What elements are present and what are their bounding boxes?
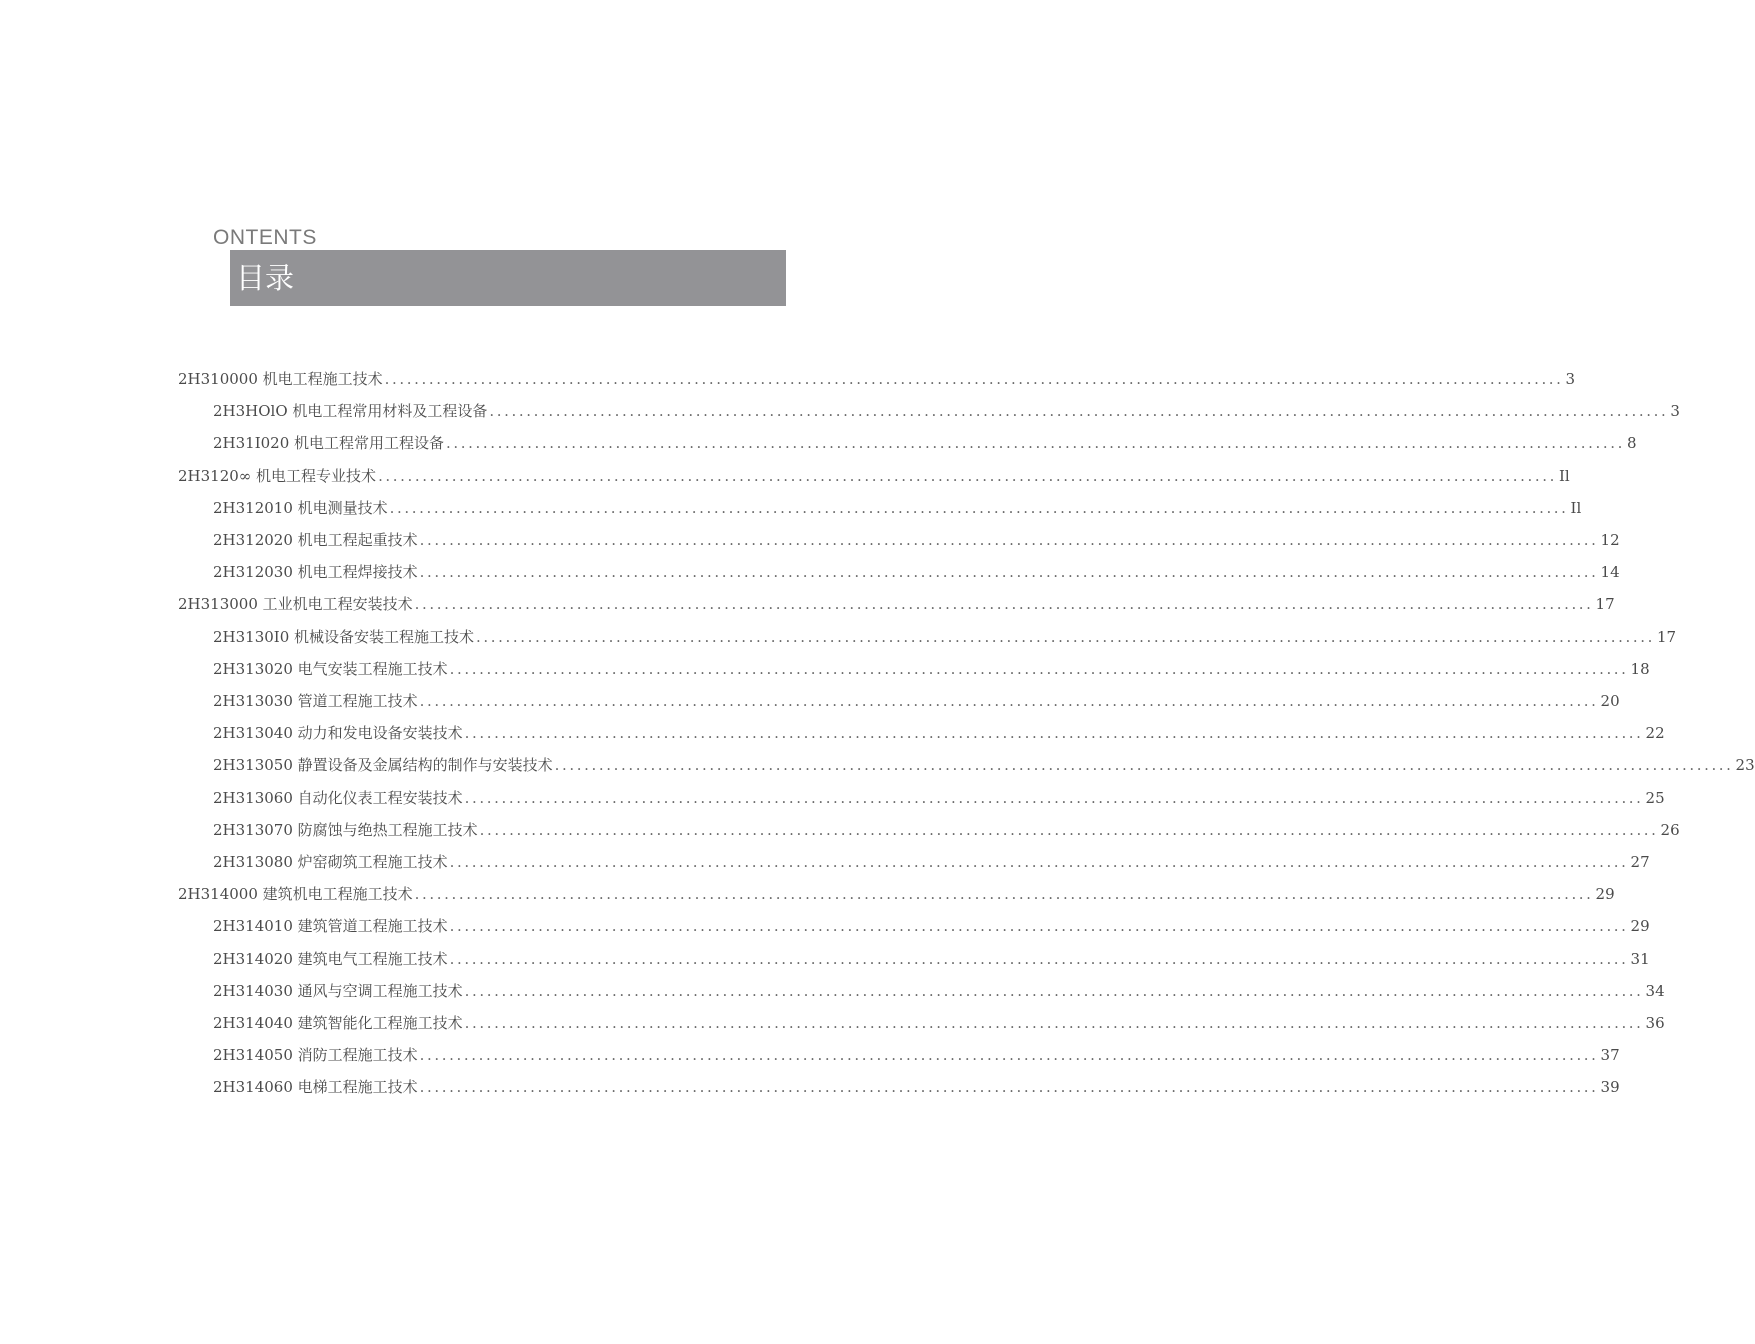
toc-entry[interactable] <box>213 977 1665 1001</box>
toc-entry[interactable] <box>213 687 1620 711</box>
toc-entry-title: 2H314060 电梯工程施工技术 <box>213 1078 418 1097</box>
toc-entry-title: 2H313060 自动化仪表工程安装技术 <box>213 788 463 807</box>
toc-entry-title: 2H314050 消防工程施工技术 <box>213 1046 418 1065</box>
toc-page-number: 39 <box>1600 1078 1620 1097</box>
toc-entry-title: 2H314040 建筑智能化工程施工技术 <box>213 1014 463 1032</box>
toc-entry[interactable] <box>178 462 1570 486</box>
toc-dot-leader: ................................................................................................................................................................ <box>449 853 1629 871</box>
toc-dot-leader: ................................................................................................................................................................ <box>414 885 1594 904</box>
toc-page-number: 12 <box>1600 531 1620 549</box>
toc-entry-title: 2H310000 机电工程施工技术 <box>178 370 383 388</box>
toc-entry-title: 2H3130I0 机械设备安装工程施工技术 <box>213 627 475 646</box>
toc-dot-leader: ................................................................................................................................................................ <box>389 498 1569 517</box>
toc-dot-leader: ................................................................................................................................................................ <box>449 917 1629 936</box>
toc-dot-leader: ................................................................................................................................................................ <box>419 563 1599 582</box>
toc-dot-leader: ................................................................................................................................................................ <box>554 756 1734 775</box>
toc-page-number: 3 <box>1565 370 1576 388</box>
toc-entry-title: 2H313080 炉窑砌筑工程施工技术 <box>213 853 448 871</box>
toc-page-number: 14 <box>1600 563 1620 582</box>
toc-dot-leader: ................................................................................................................................................................ <box>479 820 1659 839</box>
toc-dot-leader: ................................................................................................................................................................ <box>449 659 1629 678</box>
toc-page-number: 37 <box>1600 1046 1620 1065</box>
toc-entry[interactable] <box>213 848 1650 872</box>
toc-entry[interactable] <box>213 429 1637 453</box>
toc-dot-leader: ................................................................................................................................................................ <box>489 402 1669 421</box>
toc-entry[interactable] <box>213 526 1620 550</box>
toc-entry-title: 2H313000 工业机电工程安装技术 <box>178 595 413 614</box>
toc-page-number: Il <box>1558 466 1570 485</box>
toc-entry-title: 2H314030 通风与空调工程施工技术 <box>213 981 463 1000</box>
toc-entry[interactable] <box>213 655 1650 679</box>
toc-entry[interactable] <box>213 816 1680 840</box>
toc-page-number: 23 <box>1735 756 1755 775</box>
toc-entry[interactable] <box>213 494 1582 518</box>
toc-page-number: 18 <box>1630 659 1650 678</box>
toc-entry-title: 2H312010 机电测量技术 <box>213 498 388 517</box>
toc-entry[interactable] <box>178 880 1615 904</box>
toc-entry-title: 2H3120∞ 机电工程专业技术 <box>178 466 377 485</box>
toc-page-number: 29 <box>1630 917 1650 936</box>
toc-entry[interactable] <box>213 719 1665 743</box>
toc-page-number: 34 <box>1645 981 1665 1000</box>
toc-entry[interactable] <box>213 784 1665 808</box>
toc-dot-leader: ................................................................................................................................................................ <box>449 949 1629 968</box>
toc-page-number: 3 <box>1670 402 1680 421</box>
toc-dot-leader: ................................................................................................................................................................ <box>414 595 1594 614</box>
contents-heading: ONTENTS <box>213 226 317 249</box>
toc-page-number: 17 <box>1656 627 1677 646</box>
toc-dot-leader: ................................................................................................................................................................ <box>384 370 1564 388</box>
toc-entry-title: 2H312030 机电工程焊接技术 <box>213 563 418 582</box>
toc-entry[interactable] <box>213 945 1650 969</box>
toc-dot-leader: ................................................................................................................................................................ <box>464 724 1644 743</box>
toc-entry-title: 2H3HOlO 机电工程常用材料及工程设备 <box>213 402 488 421</box>
toc-dot-leader: ................................................................................................................................................................ <box>419 531 1599 549</box>
toc-dot-leader: ................................................................................................................................................................ <box>419 692 1599 710</box>
toc-page-number: 17 <box>1595 595 1615 614</box>
toc-page-number: 25 <box>1645 788 1665 807</box>
toc-dot-leader: ................................................................................................................................................................ <box>378 466 1557 485</box>
toc-dot-leader: ................................................................................................................................................................ <box>419 1046 1599 1065</box>
toc-entry[interactable] <box>213 1041 1620 1065</box>
toc-dot-leader: ................................................................................................................................................................ <box>464 1014 1644 1032</box>
toc-entry-title: 2H31I020 机电工程常用工程设备 <box>213 434 445 453</box>
toc-page-number: 22 <box>1645 724 1665 743</box>
toc-page-number: 8 <box>1626 434 1637 453</box>
toc-entry[interactable] <box>213 912 1650 936</box>
toc-entry[interactable] <box>178 590 1615 614</box>
toc-dot-leader: ................................................................................................................................................................ <box>464 981 1644 1000</box>
toc-dot-leader: ................................................................................................................................................................ <box>446 434 1625 453</box>
toc-entry-title: 2H312020 机电工程起重技术 <box>213 531 418 549</box>
toc-entry[interactable] <box>213 397 1680 421</box>
toc-page-number: 36 <box>1645 1014 1665 1032</box>
toc-entry-title: 2H314010 建筑管道工程施工技术 <box>213 917 448 936</box>
toc-entry-title: 2H313070 防腐蚀与绝热工程施工技术 <box>213 820 478 839</box>
toc-entry-title: 2H313040 动力和发电设备安装技术 <box>213 724 463 743</box>
toc-entry-title: 2H313020 电气安装工程施工技术 <box>213 659 448 678</box>
toc-page-number: Il <box>1570 498 1582 517</box>
toc-page-number: 31 <box>1630 949 1650 968</box>
toc-entry[interactable] <box>213 1009 1665 1033</box>
toc-page-number: 29 <box>1595 885 1615 904</box>
toc-page-number: 27 <box>1630 853 1650 871</box>
toc-dot-leader: ................................................................................................................................................................ <box>476 627 1655 646</box>
toc-entry[interactable] <box>213 751 1755 775</box>
toc-entry[interactable] <box>213 623 1677 647</box>
toc-entry-title: 2H314020 建筑电气工程施工技术 <box>213 949 448 968</box>
toc-page-number: 26 <box>1660 820 1680 839</box>
toc-entry-title: 2H314000 建筑机电工程施工技术 <box>178 885 413 904</box>
toc-dot-leader: ................................................................................................................................................................ <box>464 788 1644 807</box>
toc-entry-title: 2H313050 静置设备及金属结构的制作与安装技术 <box>213 756 553 775</box>
toc-page-number: 20 <box>1600 692 1620 710</box>
toc-dot-leader: ................................................................................................................................................................ <box>419 1078 1599 1097</box>
toc-entry-title: 2H313030 管道工程施工技术 <box>213 692 418 710</box>
toc-entry[interactable] <box>213 558 1620 582</box>
toc-entry[interactable] <box>178 365 1576 389</box>
page-title: 目录 <box>236 261 295 295</box>
toc-entry[interactable] <box>213 1073 1620 1097</box>
